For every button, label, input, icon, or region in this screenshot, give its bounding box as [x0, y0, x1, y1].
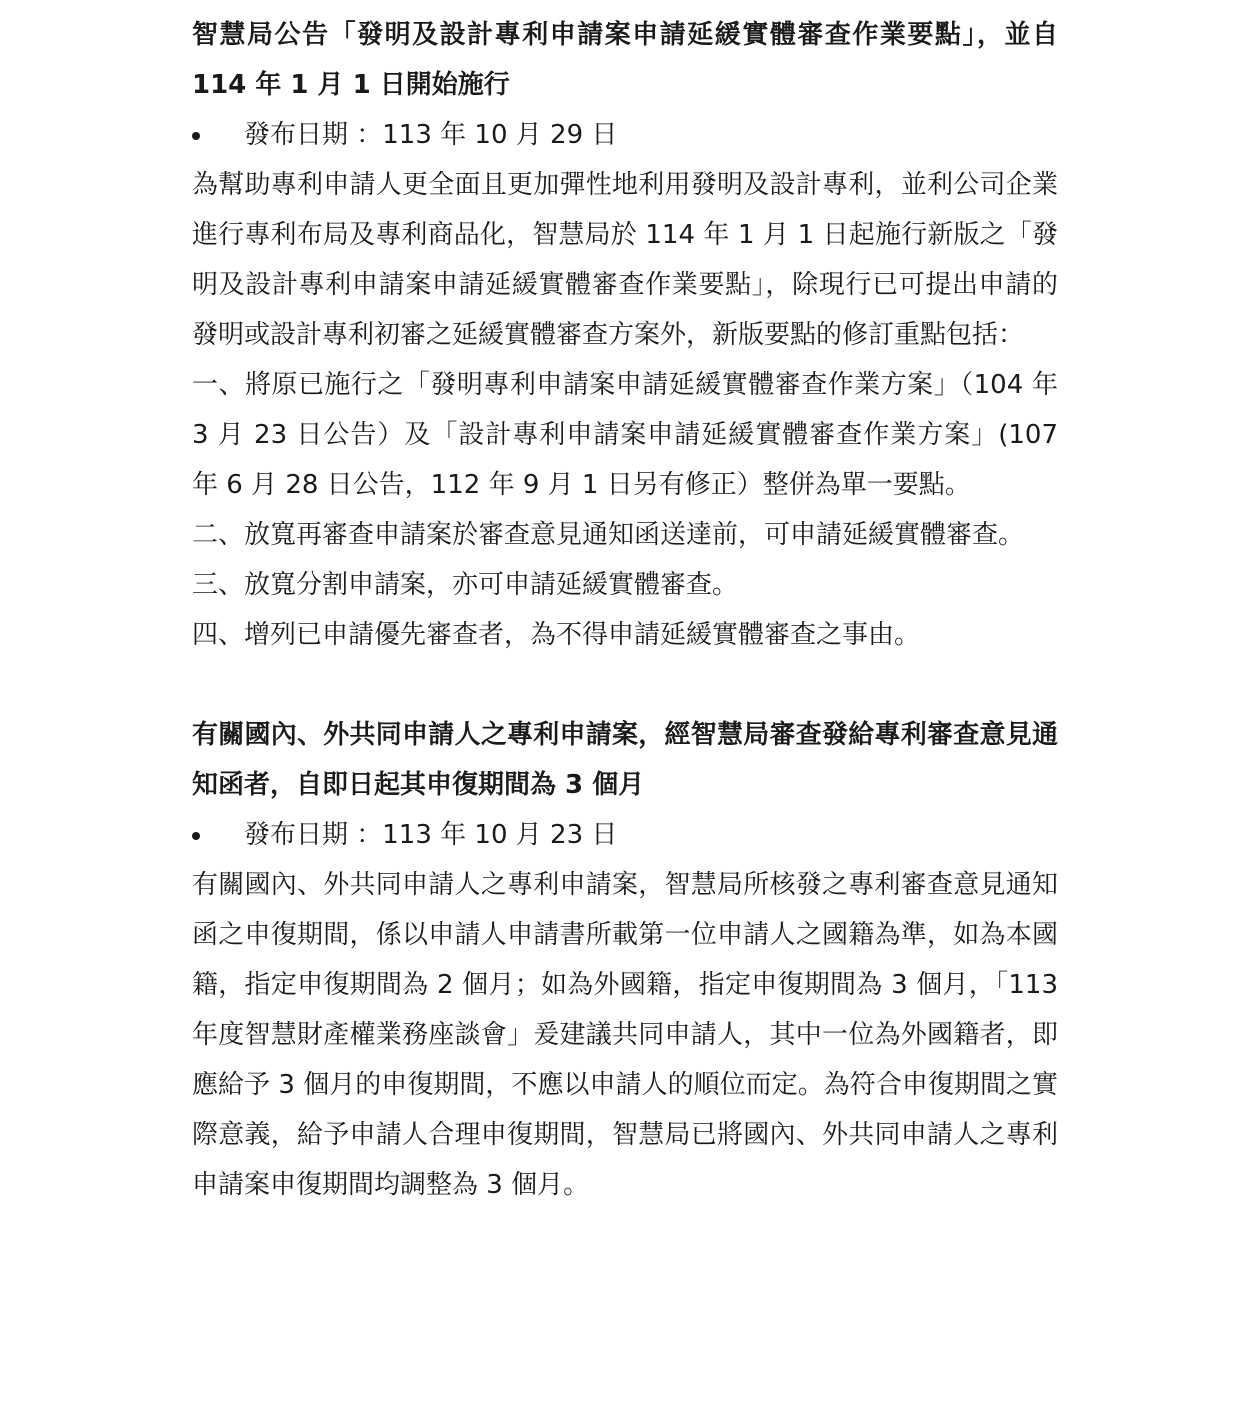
publish-date: 發布日期 ：113 年 10 月 29 日	[244, 120, 618, 150]
bullet-dot-icon	[192, 132, 200, 140]
article-title: 有關國內、外共同申請人之專利申請案，經智慧局審查發給專利審查意見通知函者，自即日起其申復期間為 3 個月	[192, 720, 1058, 800]
news-page	[192, 10, 1058, 1210]
news-article-response-period	[192, 710, 1058, 1210]
article-paragraph-point-3: 三、放寬分割申請案，亦可申請延緩實體審查。	[192, 570, 739, 600]
article-paragraph-intro: 為幫助專利申請人更全面且更加彈性地利用發明及設計專利，並利公司企業進行專利布局及專利商品化，智慧局於 114 年 1 月 1 日起施行新版之「發明及設計專利申請案申請延緩實體審查作業要點」，除現行已可提出申請的發明或設計專利初審之延緩實體審查方案外，新版要點的修訂重點包括：	[192, 170, 1058, 350]
article-title: 智慧局公告「發明及設計專利申請案申請延緩實體審查作業要點」，並自 114 年 1 月 1 日開始施行	[192, 20, 1058, 100]
article-paragraph-point-4: 四、增列已申請優先審查者，為不得申請延緩實體審查之事由。	[192, 620, 921, 650]
bullet-dot-icon	[192, 832, 200, 840]
article-paragraph-point-1: 一、將原已施行之「發明專利申請案申請延緩實體審查作業方案」（104 年 3 月 23 日公告）及「設計專利申請案申請延緩實體審查作業方案」(107 年 6 月 28 日公告，112 年 9 月 1 日另有修正）整併為單一要點。	[192, 370, 1058, 500]
article-paragraph-body: 有關國內、外共同申請人之專利申請案，智慧局所核發之專利審查意見通知函之申復期間，係以申請人申請書所載第一位申請人之國籍為準，如為本國籍，指定申復期間為 2 個月；如為外國籍，指定申復期間為 3 個月，「113 年度智慧財產權業務座談會」爰建議共同申請人，其中一位為外國籍者，即應給予 3 個月的申復期間，不應以申請人的順位而定。為符合申復期間之實際意義，給予申請人合理申復期間，智慧局已將國內、外共同申請人之專利申請案申復期間均調整為 3 個月。	[192, 870, 1058, 1200]
publish-date: 發布日期 ：113 年 10 月 23 日	[244, 820, 618, 850]
news-article-deferred-examination	[192, 10, 1058, 660]
publish-date-item	[192, 110, 1058, 160]
article-paragraph-point-2: 二、放寬再審查申請案於審查意見通知函送達前，可申請延緩實體審查。	[192, 520, 1025, 550]
publish-date-item	[192, 810, 1058, 860]
